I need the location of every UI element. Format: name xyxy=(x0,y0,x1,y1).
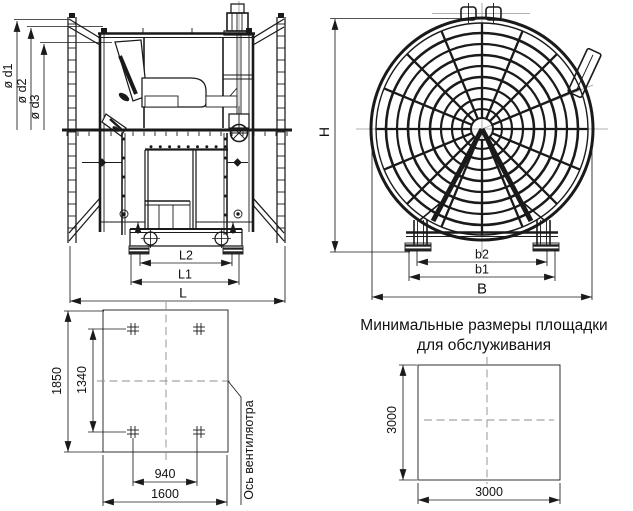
dim-label-d3: ø d3 xyxy=(28,94,42,120)
diffuser-panel-line xyxy=(69,19,100,38)
bolt-dot xyxy=(196,145,199,148)
bolt-dot xyxy=(122,138,125,141)
fan-axis-label: Ось вентиляотра xyxy=(242,400,256,500)
bolt-dot xyxy=(122,195,125,198)
bearing-base xyxy=(145,96,178,107)
anchor-bolt-symbol xyxy=(127,426,139,438)
side-view xyxy=(1,1,292,303)
inlet-flange-left xyxy=(68,13,76,243)
motor-cap xyxy=(231,4,244,13)
bolt-dot xyxy=(168,145,171,148)
foot-pad-shim xyxy=(533,244,559,246)
bolt-dot xyxy=(224,195,227,198)
bolt-nub xyxy=(278,13,284,18)
impeller-silhouette xyxy=(102,40,249,142)
bolt-dot xyxy=(224,138,227,141)
motor-body xyxy=(227,13,248,31)
bolt-dot xyxy=(150,145,153,148)
flange-bolt-rungs xyxy=(277,24,285,228)
dim-label-1600: 1600 xyxy=(151,487,179,501)
platform-title-line2: для обслуживания xyxy=(416,337,552,354)
bolt-dot xyxy=(215,145,218,148)
bolt-dot xyxy=(224,214,227,217)
foot-pad-shim xyxy=(129,248,149,250)
platform-outline xyxy=(418,365,560,480)
bolt-dot xyxy=(224,145,227,148)
anchor-bolt-symbol xyxy=(127,323,139,335)
dim-label-l1: L1 xyxy=(178,267,192,282)
split-flange-bolts xyxy=(67,132,287,136)
blade-hub xyxy=(117,91,130,103)
dim-label-1850: 1850 xyxy=(50,367,64,395)
anchor-bolt-symbol xyxy=(193,323,205,335)
diffuser-panel-line xyxy=(69,198,100,233)
bolt-nub xyxy=(69,13,75,18)
axis-leader-line xyxy=(228,381,241,505)
service-platform xyxy=(360,317,607,504)
dim-label-l2: L2 xyxy=(179,248,193,263)
foundation-dims xyxy=(50,311,227,506)
bolt-dot xyxy=(224,157,227,160)
bolt-dot xyxy=(177,145,180,148)
dim-label-1340: 1340 xyxy=(75,366,89,394)
foot-pad-shim xyxy=(405,244,431,246)
lifting-lugs xyxy=(461,3,501,23)
dim-label-b2: b2 xyxy=(475,247,489,262)
platform-title-line1: Минимальные размеры площадки xyxy=(360,317,608,334)
front-view xyxy=(316,3,608,300)
bolt-dot xyxy=(205,145,208,148)
dim-label-d2: ø d2 xyxy=(15,78,29,104)
diffuser-panel-line xyxy=(253,19,284,38)
dim-label-l: L xyxy=(179,284,187,301)
lower-casing xyxy=(82,133,253,235)
diffuser-panel-line xyxy=(253,205,284,241)
pipe-flare xyxy=(230,88,237,96)
bolt-dot xyxy=(159,145,162,148)
foot-pad-shim xyxy=(129,251,149,253)
anchor-eye-pin xyxy=(236,212,239,215)
bolt-dot xyxy=(122,176,125,179)
anchor-bolt-symbol xyxy=(193,426,205,438)
bolt-dot xyxy=(122,157,125,160)
dim-label-3000-h: 3000 xyxy=(475,485,503,499)
stiffener-bolt xyxy=(233,158,241,166)
dim-label-3000-v: 3000 xyxy=(385,406,399,434)
diffuser-panel-line xyxy=(253,198,284,233)
bolt-dot xyxy=(224,176,227,179)
flange-bolt-rungs xyxy=(68,24,76,228)
outlet-flange-right xyxy=(277,13,285,243)
dim-label-b1: b1 xyxy=(475,262,489,277)
side-view-length-dims xyxy=(70,246,285,303)
foot-pad-shim xyxy=(223,251,243,253)
pedestal-flange-bolts xyxy=(150,145,227,148)
foot-pad-shim xyxy=(223,248,243,250)
dim-label-d1: ø d1 xyxy=(1,63,15,89)
dim-label-940: 940 xyxy=(154,467,176,481)
foundation-plan xyxy=(50,302,256,506)
shaft-pipe xyxy=(206,96,237,107)
bolt-dot xyxy=(187,145,190,148)
diffuser-panel-line xyxy=(69,205,100,241)
dim-label-b: B xyxy=(476,280,488,298)
platform-dims xyxy=(385,365,560,504)
dim-label-h: H xyxy=(316,126,332,138)
bolt-nub xyxy=(101,28,107,33)
anchor-eye-pin xyxy=(122,212,125,215)
